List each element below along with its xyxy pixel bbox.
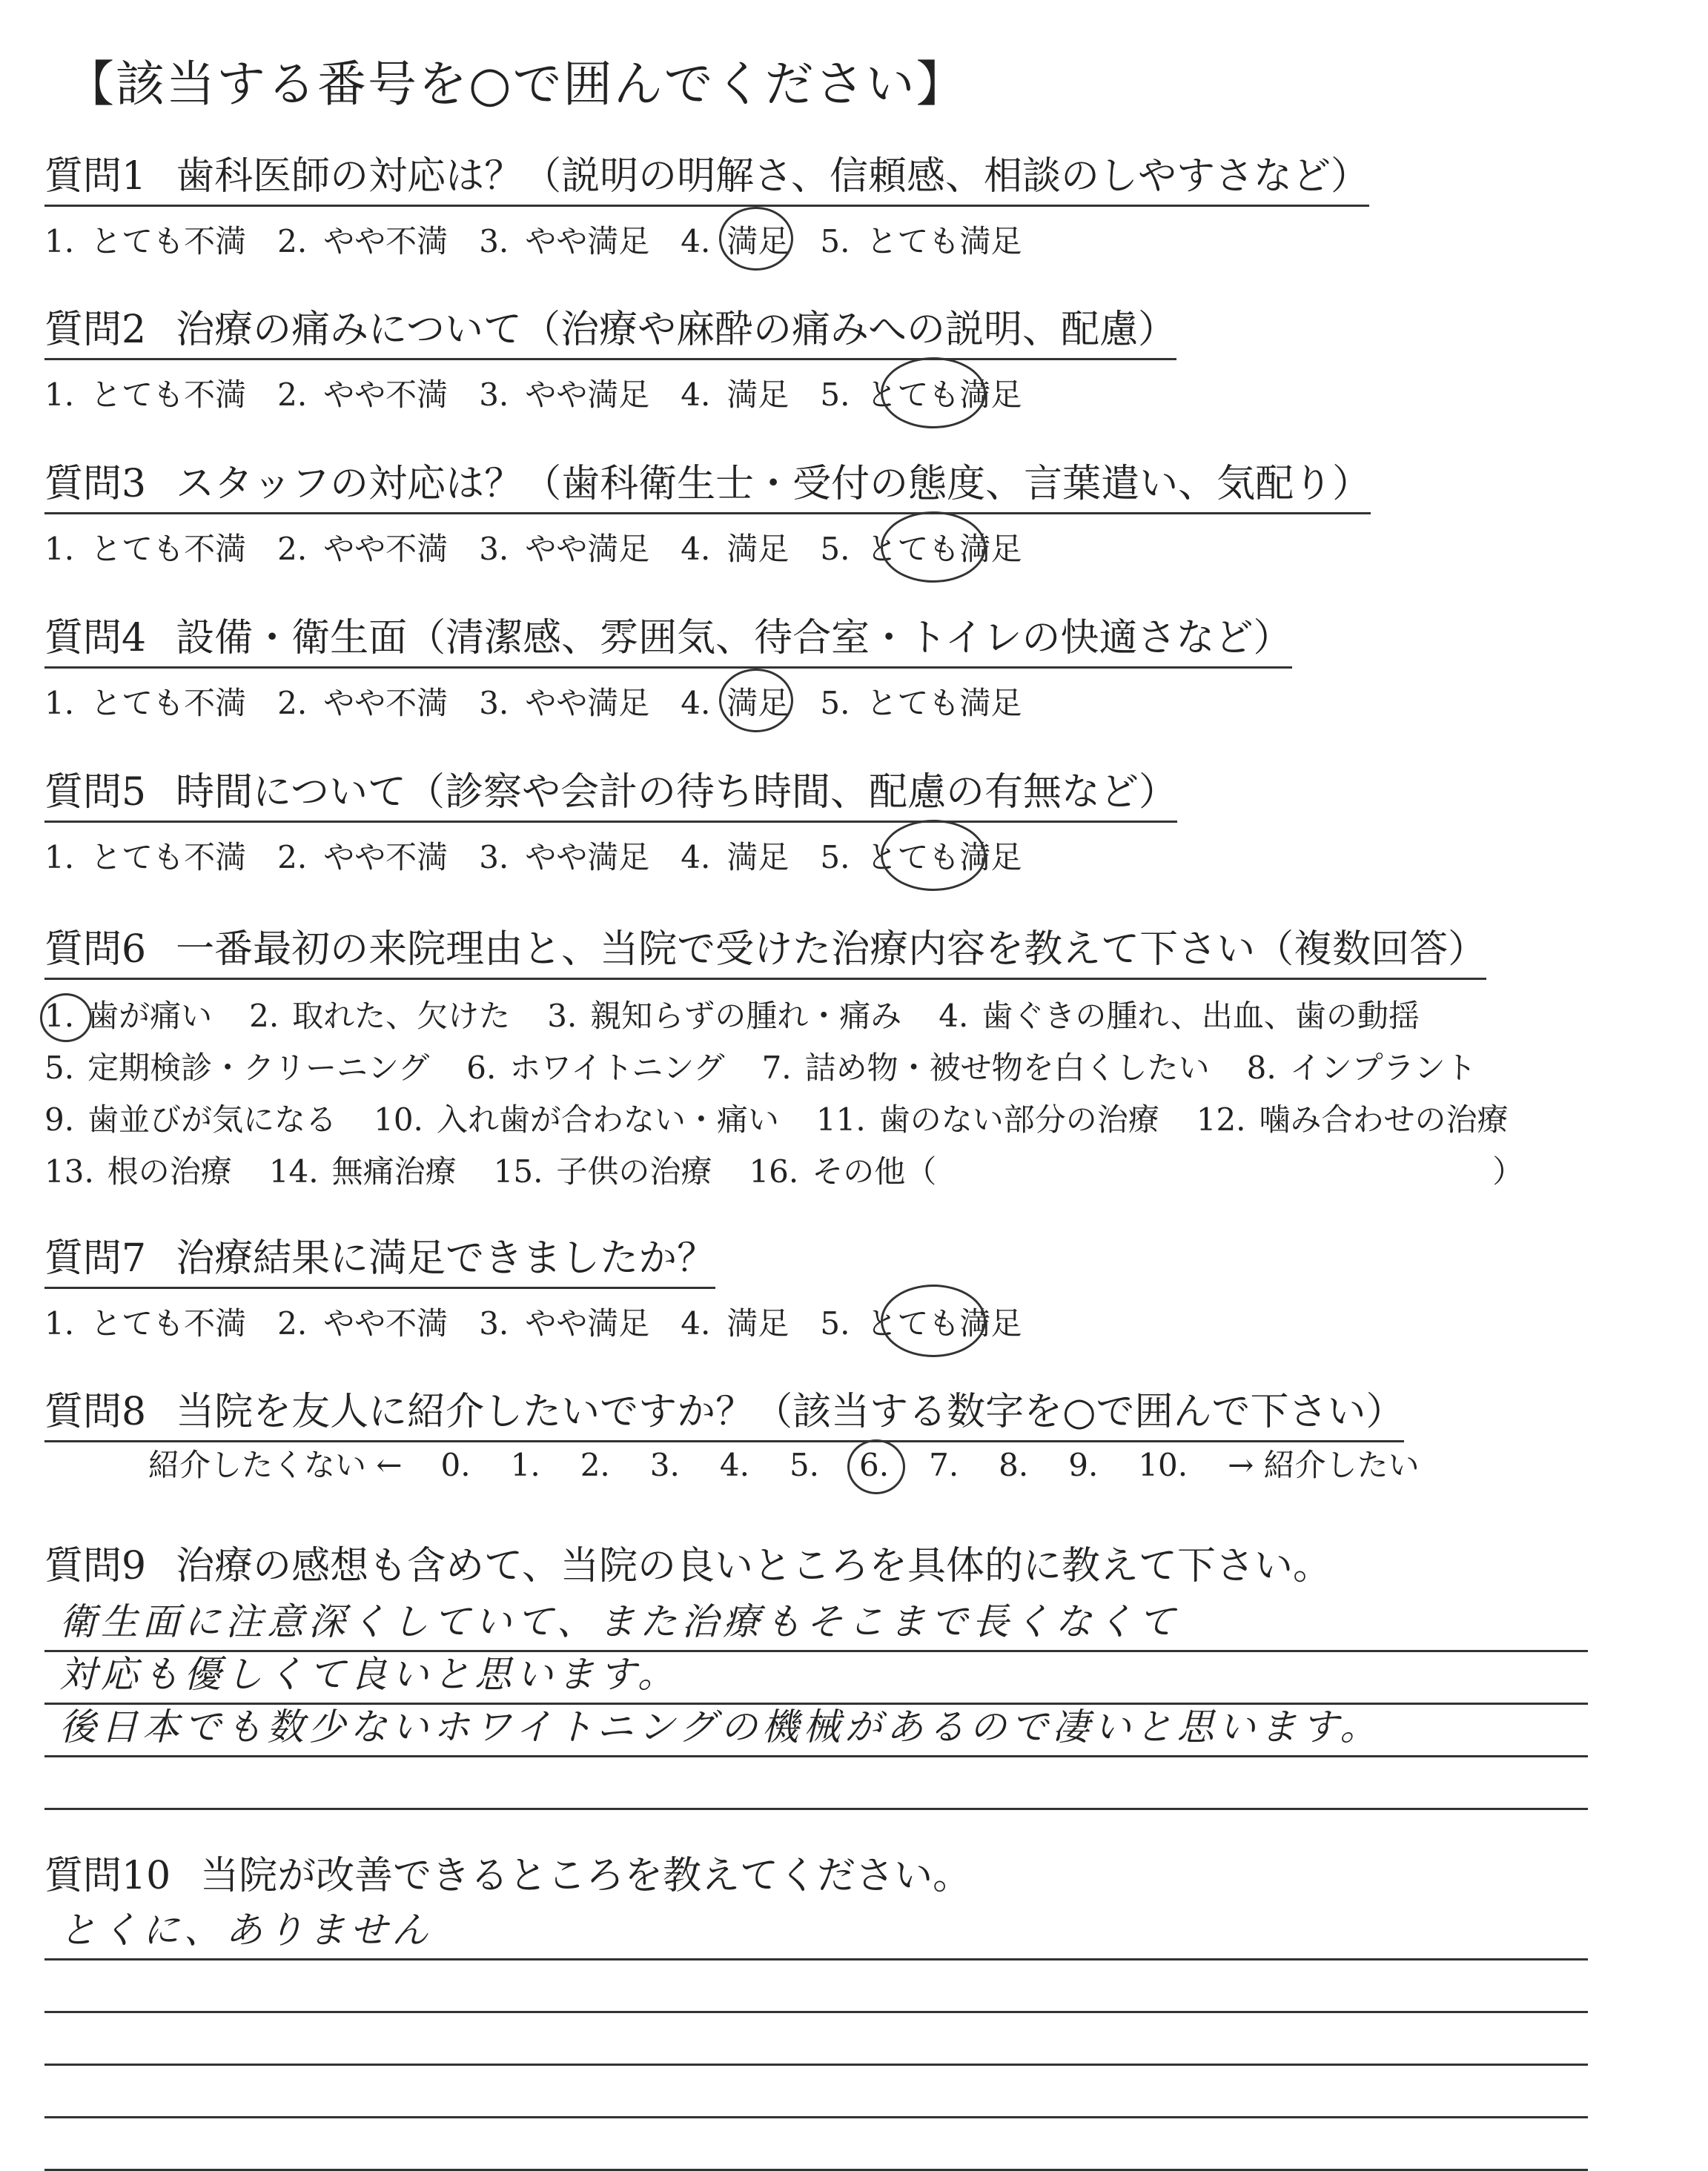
selection-circle [881, 820, 986, 891]
q6-row [44, 990, 1546, 1042]
answer-line[interactable] [44, 2013, 1588, 2066]
question-9-title: 質問9 治療の感想も含めて、当院の良いところを具体的に教えて下さい。 [44, 1544, 1332, 1588]
page-title: 【該当する番号を○で囲んでください】 [65, 56, 967, 113]
q6-option[interactable]: 14. 無痛治療 [268, 1153, 457, 1190]
question-10-title: 質問10 当院が改善できるところを教えてください。 [44, 1854, 972, 1898]
option-2[interactable]: 2. やや不満 [277, 839, 448, 875]
answer-line[interactable] [44, 1705, 1588, 1757]
scale-left-label: 紹介したくない ← [148, 1447, 403, 1483]
question-4-options [44, 679, 1292, 723]
question-9-answer-lines [44, 1548, 1588, 1810]
option-4[interactable]: 4. 満足 [681, 839, 790, 875]
scale-value[interactable]: 10. [1138, 1447, 1188, 1483]
question-1 [44, 145, 1369, 262]
q6-option[interactable]: 5. 定期検診・クリーニング [44, 1050, 430, 1086]
selection-circle [847, 1439, 905, 1494]
scale-value[interactable]: 1. [510, 1447, 540, 1483]
q6-row [44, 1094, 1546, 1146]
scale-value[interactable]: 8. [999, 1447, 1029, 1483]
option-2[interactable]: 2. やや不満 [277, 685, 448, 721]
option-3[interactable]: 3. やや満足 [479, 1305, 650, 1342]
scale-value[interactable]: 0. [440, 1447, 471, 1483]
q6-option[interactable]: 11. 歯のない部分の治療 [815, 1101, 1159, 1138]
option-5[interactable]: 5. とても満足 [820, 685, 1022, 721]
q6-option[interactable]: 13. 根の治療 [44, 1153, 232, 1190]
option-1[interactable]: 1. とても不満 [44, 685, 247, 721]
question-4 [44, 606, 1292, 723]
question-6 [44, 918, 1546, 1198]
q6-option[interactable]: 16. その他（ [749, 1153, 937, 1190]
option-3[interactable]: 3. やや満足 [479, 223, 650, 259]
q6-option[interactable]: 7. 詰め物・被せ物を白くしたい [761, 1050, 1210, 1086]
scale-value[interactable]: 7. [929, 1447, 959, 1483]
scale-value[interactable]: 2. [580, 1447, 610, 1483]
option-4[interactable]: 4. 満足 [681, 1305, 790, 1342]
q6-option[interactable]: 10. 入れ歯が合わない・痛い [374, 1101, 779, 1138]
q6-option[interactable]: 12. 噛み合わせの治療 [1196, 1101, 1509, 1138]
question-6-title: 質問6 一番最初の来院理由と、当院で受けた治療内容を教えて下さい（複数回答） [44, 918, 1486, 980]
option-1[interactable]: 1. とても不満 [44, 377, 247, 413]
answer-line[interactable] [44, 1757, 1588, 1810]
q6-option[interactable]: 15. 子供の治療 [493, 1153, 712, 1190]
question-7 [44, 1227, 1053, 1344]
answer-line[interactable] [44, 2118, 1588, 2171]
option-5[interactable]: 5. とても満足 [820, 1299, 1022, 1344]
question-1-title: 質問1 歯科医師の対応は？（説明の明解さ、信頼感、相談のしやすさなど） [44, 145, 1369, 207]
question-3-title: 質問3 スタッフの対応は？（歯科衛生士・受付の態度、言葉遣い、気配り） [44, 452, 1371, 514]
option-4[interactable]: 4. 満足 [681, 531, 790, 567]
option-3[interactable]: 3. やや満足 [479, 685, 650, 721]
question-6-options [44, 990, 1546, 1198]
selection-circle [881, 1285, 986, 1357]
option-2[interactable]: 2. やや不満 [277, 377, 448, 413]
question-2 [44, 298, 1176, 415]
q6-option[interactable]: 1. 歯が痛い [44, 990, 212, 1042]
handwritten-answer: とくに、ありません [59, 1909, 433, 1952]
option-1[interactable]: 1. とても不満 [44, 223, 247, 259]
question-5-options [44, 833, 1177, 878]
question-10-answer-lines [44, 1856, 1588, 2171]
option-3[interactable]: 3. やや満足 [479, 531, 650, 567]
q6-row [44, 1042, 1546, 1094]
question-3 [44, 452, 1371, 569]
option-1[interactable]: 1. とても不満 [44, 839, 247, 875]
selection-circle [719, 207, 793, 271]
option-4[interactable]: 4. 満足 [681, 377, 790, 413]
option-2[interactable]: 2. やや不満 [277, 531, 448, 567]
option-3[interactable]: 3. やや満足 [479, 839, 650, 875]
q6-option[interactable]: 9. 歯並びが気になる [44, 1101, 337, 1138]
question-7-options [44, 1299, 1053, 1344]
handwritten-answer: 衛生面に注意深くしていて、また治療もそこまで長くなくて [59, 1600, 1179, 1643]
selection-circle [881, 511, 986, 583]
q6-option[interactable]: 8. インプラント [1246, 1050, 1477, 1086]
q6-row [44, 1146, 1546, 1198]
q6-option[interactable]: 2. 取れた、欠けた [249, 998, 511, 1034]
q6-option[interactable]: 3. 親知らずの腫れ・痛み [547, 998, 902, 1034]
scale-right-label: → 紹介したい [1228, 1447, 1420, 1483]
question-3-options [44, 525, 1371, 569]
selection-circle [719, 669, 793, 732]
scale-value[interactable]: 9. [1068, 1447, 1099, 1483]
recommend-scale [148, 1441, 1420, 1485]
question-8-title: 質問8 当院を友人に紹介したいですか？（該当する数字を○で囲んで下さい） [44, 1380, 1404, 1442]
answer-line[interactable] [44, 1908, 1588, 1960]
option-5[interactable]: 5. とても満足 [820, 223, 1022, 259]
question-8 [44, 1380, 1404, 1442]
question-7-title: 質問7 治療結果に満足できましたか？ [44, 1227, 715, 1289]
option-1[interactable]: 1. とても不満 [44, 1305, 247, 1342]
handwritten-answer: 後日本でも数少ないホワイトニングの機械があるので凄いと思います。 [59, 1706, 1382, 1749]
question-5-title: 質問5 時間について（診察や会計の待ち時間、配慮の有無など） [44, 760, 1177, 823]
option-5[interactable]: 5. とても満足 [820, 371, 1022, 415]
selection-circle [881, 357, 986, 428]
scale-value[interactable]: 6. [859, 1447, 890, 1483]
scale-value[interactable]: 3. [649, 1447, 680, 1483]
option-4[interactable]: 4. 満足 [681, 217, 789, 262]
answer-line[interactable] [44, 2066, 1588, 2118]
question-4-title: 質問4 設備・衛生面（清潔感、雰囲気、待合室・トイレの快適さなど） [44, 606, 1292, 669]
selection-circle [40, 993, 92, 1042]
handwritten-answer: 対応も優しくて良いと思います。 [59, 1653, 679, 1696]
other-close-paren: ） [1492, 1153, 1524, 1190]
question-2-title: 質問2 治療の痛みについて（治療や麻酔の痛みへの説明、配慮） [44, 298, 1176, 360]
q6-option[interactable]: 4. 歯ぐきの腫れ、出血、歯の動揺 [939, 998, 1420, 1034]
question-2-options [44, 371, 1176, 415]
question-1-options [44, 217, 1369, 262]
question-5 [44, 760, 1177, 878]
option-4[interactable]: 4. 満足 [681, 679, 789, 723]
option-1[interactable]: 1. とても不満 [44, 531, 247, 567]
scale-value[interactable]: 4. [719, 1447, 749, 1483]
option-3[interactable]: 3. やや満足 [479, 377, 650, 413]
option-5[interactable]: 5. とても満足 [820, 525, 1022, 569]
answer-line[interactable] [44, 1960, 1588, 2013]
option-5[interactable]: 5. とても満足 [820, 833, 1022, 878]
selected-scale-wrap [859, 1447, 929, 1483]
option-2[interactable]: 2. やや不満 [277, 223, 448, 259]
q6-option[interactable]: 6. ホワイトニング [466, 1050, 725, 1086]
scale-value[interactable]: 5. [789, 1447, 820, 1483]
option-2[interactable]: 2. やや不満 [277, 1305, 448, 1342]
